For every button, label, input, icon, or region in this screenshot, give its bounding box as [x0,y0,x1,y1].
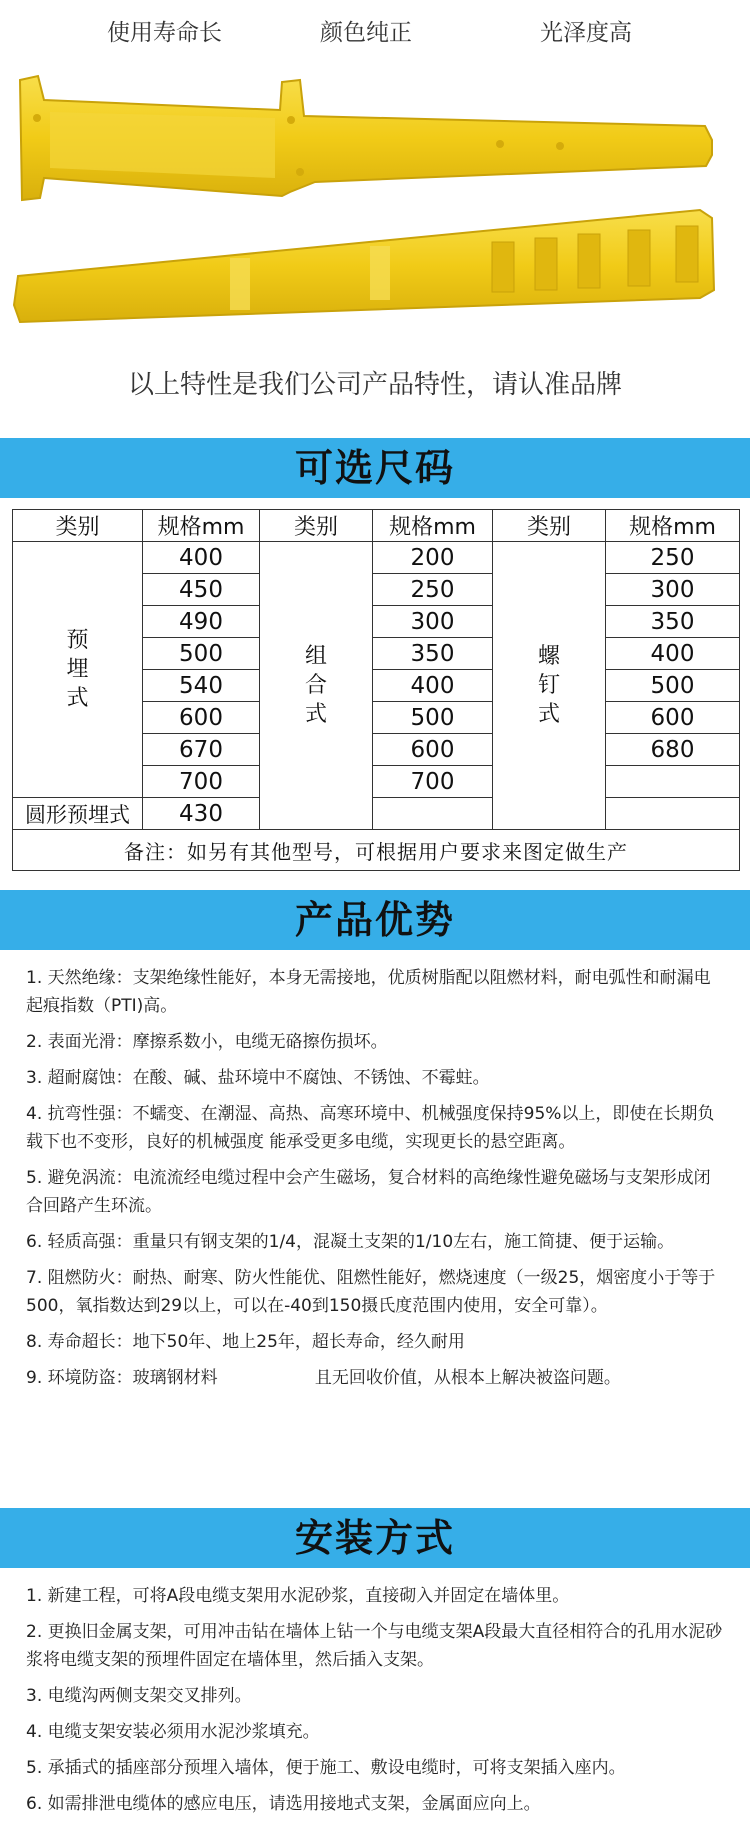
list-item: 4. 电缆支架安装必须用水泥沙浆填充。 [26,1722,320,1742]
size-cell: 600 [143,702,260,734]
size-cell: 490 [143,606,260,638]
list-item: 2. 表面光滑：摩擦系数小，电缆无硌擦伤损坏。 [26,1032,388,1052]
list-item: 1. 新建工程，可将A段电缆支架用水泥砂浆，直接砌入并固定在墙体里。 [26,1586,570,1606]
header-type: 类别 [493,510,606,542]
size-cell: 300 [373,606,493,638]
list-item: 5. 避免涡流：电流流经电缆过程中会产生磁场，复合材料的高绝缘性避免磁场与支架形成闭合回路产生环流。 [26,1168,711,1216]
size-cell: 350 [373,638,493,670]
header-spec: 规格mm [143,510,260,542]
type-screw: 螺 钉 式 [493,542,606,830]
table-header-row [13,510,740,542]
size-cell-empty [606,766,740,798]
bracket-upper [20,76,712,200]
size-cell: 500 [143,638,260,670]
table-row [13,542,740,574]
size-cell: 500 [373,702,493,734]
list-item: 6. 如需排泄电缆体的感应电压，请选用接地式支架，金属面应向上。 [26,1794,541,1814]
advantages-banner: 产品优势 [0,890,750,950]
size-cell: 600 [606,702,740,734]
size-cell: 300 [606,574,740,606]
size-cell: 500 [606,670,740,702]
bracket-lower [14,210,714,322]
size-cell: 430 [143,798,260,830]
size-cell: 670 [143,734,260,766]
size-cell: 450 [143,574,260,606]
installation-list [26,1582,726,1826]
advantages-list [26,964,726,1400]
size-cell: 700 [373,766,493,798]
size-cell: 540 [143,670,260,702]
feature-label: 光泽度高 [540,20,632,46]
list-item: 4. 抗弯性强：不蠕变、在潮湿、高热、高寒环境中、机械强度保持95%以上，即使在长期负载下也不变形，良好的机械强度 能承受更多电缆，实现更长的悬空距离。 [26,1104,715,1152]
size-cell: 700 [143,766,260,798]
brand-claim: 以上特性是我们公司产品特性，请认准品牌 [127,370,622,400]
list-item: 2. 更换旧金属支架，可用冲击钻在墙体上钻一个与电缆支架A段最大直径相符合的孔用水泥砂浆将电缆支架的预埋件固定在墙体里，然后插入支架。 [26,1622,723,1670]
size-cell: 400 [143,542,260,574]
size-table [12,509,740,871]
size-cell: 250 [373,574,493,606]
list-item: 6. 轻质高强：重量只有钢支架的1/4，混凝土支架的1/10左右，施工简捷、便于运输。 [26,1232,675,1252]
list-item: 1. 天然绝缘：支架绝缘性能好，本身无需接地，优质树脂配以阻燃材料，耐电弧性和耐漏电起痕指数（PTI)高。 [26,968,711,1016]
type-combined: 组 合 式 [260,542,373,830]
type-round-embedded: 圆形预埋式 [13,798,143,830]
installation-banner: 安装方式 [0,1508,750,1568]
size-cell-empty [373,798,493,830]
size-cell: 680 [606,734,740,766]
feature-label: 颜色纯正 [320,20,412,46]
size-cell: 200 [373,542,493,574]
list-item: 7. 阻燃防火：耐热、耐寒、防火性能优、阻燃性能好，燃烧速度（一级25，烟密度小于等于500，氧指数达到29以上，可以在-40到150摄氏度范围内使用，安全可靠）。 [26,1268,716,1316]
list-item: 3. 电缆沟两侧支架交叉排列。 [26,1686,252,1706]
list-item: 3. 超耐腐蚀：在酸、碱、盐环境中不腐蚀、不锈蚀、不霉蛀。 [26,1068,490,1088]
feature-labels [0,14,750,54]
header-spec: 规格mm [373,510,493,542]
feature-label: 使用寿命长 [107,20,222,46]
table-row [13,798,740,830]
header-type: 类别 [260,510,373,542]
table-note: 备注：如另有其他型号，可根据用户要求来图定做生产 [13,830,740,871]
list-item: 9. 环境防盗：玻璃钢材料 且无回收价值，从根本上解决被盗问题。 [26,1368,621,1388]
list-item: 5. 承插式的插座部分预埋入墙体，便于施工、敷设电缆时，可将支架插入座内。 [26,1758,626,1778]
list-item: 8. 寿命超长：地下50年、地上25年，超长寿命，经久耐用 [26,1332,465,1352]
size-cell: 250 [606,542,740,574]
size-cell: 350 [606,606,740,638]
size-cell: 400 [606,638,740,670]
type-embedded: 预 埋 式 [13,542,143,798]
size-cell: 400 [373,670,493,702]
header-spec: 规格mm [606,510,740,542]
size-cell: 600 [373,734,493,766]
header-type: 类别 [13,510,143,542]
product-photo [0,60,750,340]
size-cell-empty [606,798,740,830]
sizes-banner: 可选尺码 [0,438,750,498]
table-note-row [13,830,740,871]
